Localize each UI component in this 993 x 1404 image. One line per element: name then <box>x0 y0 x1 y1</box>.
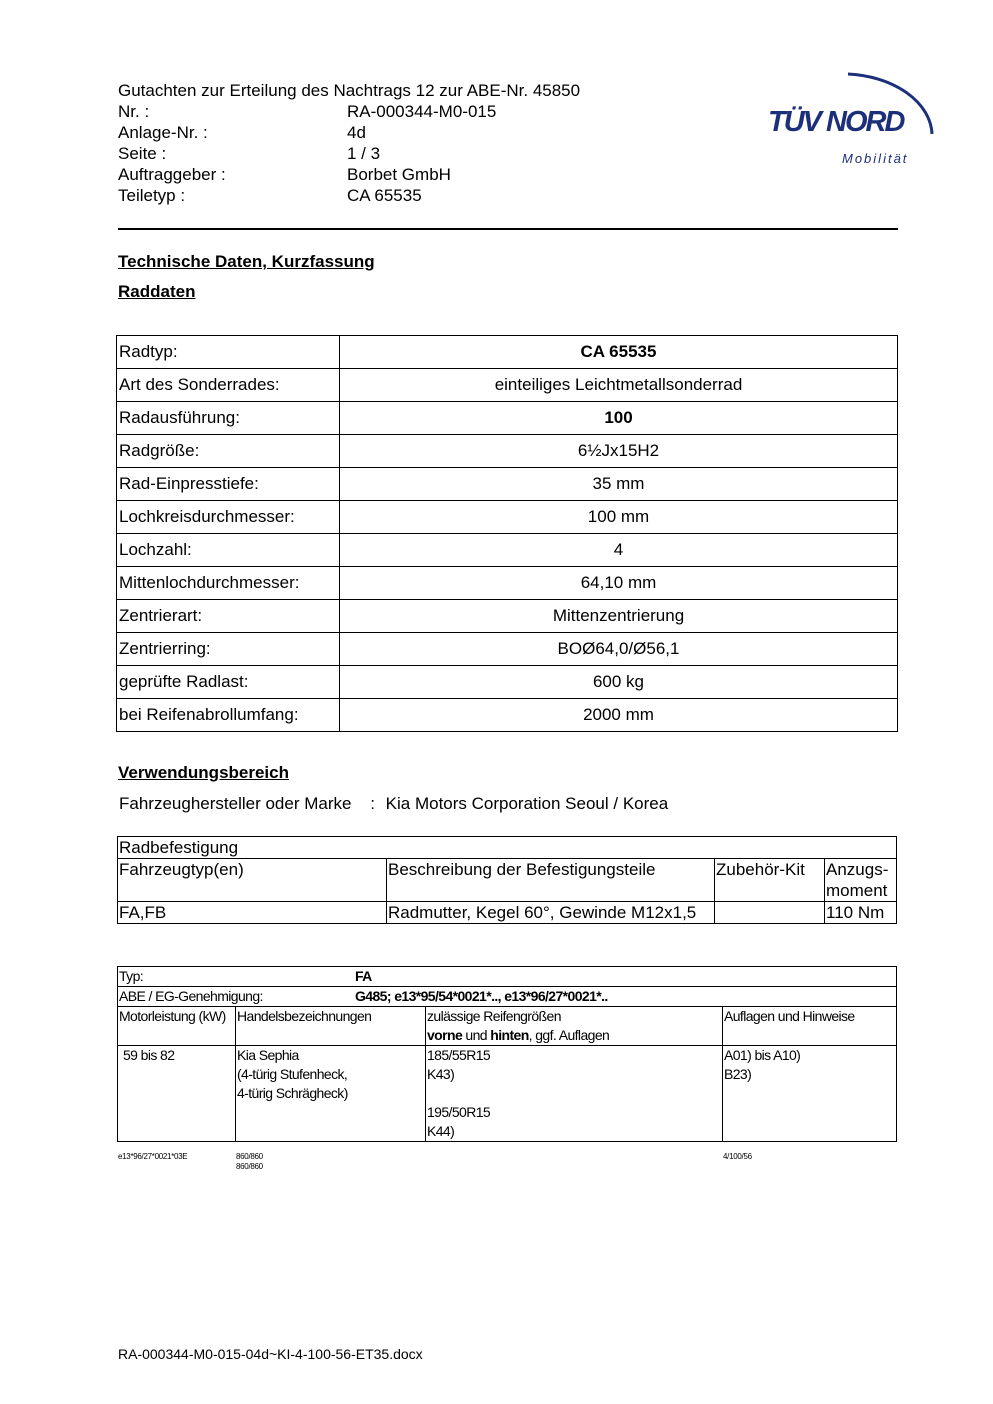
table-row <box>117 699 898 732</box>
hersteller-line <box>119 794 668 814</box>
small-ref-col4: 4/100/56 <box>723 1152 752 1161</box>
column-header: Fahrzeugtyp(en) <box>118 859 387 902</box>
tuv-nord-logo <box>760 56 940 171</box>
document-title: Gutachten zur Erteilung des Nachtrags 12 zur ABE-Nr. 45850 <box>118 81 581 100</box>
table-cell: Radmutter, Kegel 60°, Gewinde M12x1,5 <box>387 902 715 924</box>
table-row <box>118 1046 897 1142</box>
hersteller-value: Kia Motors Corporation Seoul / Korea <box>385 794 669 813</box>
raddaten-label: geprüfte Radlast: <box>117 666 340 699</box>
table-row <box>117 336 898 369</box>
table-row <box>118 987 897 1007</box>
table-cell <box>715 902 825 924</box>
column-header: Anzugs-moment <box>825 859 897 902</box>
raddaten-label: Radausführung: <box>117 402 340 435</box>
column-header: Auflagen und Hinweise <box>723 1007 897 1046</box>
section-heading-technische-daten: Technische Daten, Kurzfassung <box>118 252 375 271</box>
table-row <box>117 534 898 567</box>
table-row <box>118 1007 897 1046</box>
typ-row <box>118 967 897 987</box>
raddaten-value: 64,10 mm <box>340 567 898 600</box>
raddaten-label: Zentrierart: <box>117 600 340 633</box>
raddaten-value: 4 <box>340 534 898 567</box>
raddaten-label: Radgröße: <box>117 435 340 468</box>
abe-label: ABE / EG-Genehmigung: <box>119 988 263 1004</box>
section-heading-verwendungsbereich: Verwendungsbereich <box>118 763 289 782</box>
raddaten-value: 2000 mm <box>340 699 898 732</box>
table-cell-reifen: 185/55R15 K43) 195/50R15 K44) <box>426 1046 723 1142</box>
section-heading-raddaten: Raddaten <box>118 282 196 301</box>
column-header: Beschreibung der Befestigungsteile <box>387 859 715 902</box>
raddaten-label: Art des Sonderrades: <box>117 369 340 402</box>
abe-value: G485; e13*95/54*0021*.., e13*96/27*0021*.. <box>355 988 608 1004</box>
table-cell-motor: 59 bis 82 <box>118 1046 236 1142</box>
table-cell-auflagen: A01) bis A10) B23) <box>723 1046 897 1142</box>
raddaten-value: 100 mm <box>340 501 898 534</box>
typ-value: FA <box>355 968 372 984</box>
column-header: Motorleistung (kW) <box>118 1007 236 1046</box>
table-row <box>118 902 897 924</box>
footer-filename: RA-000344-M0-015-04d~KI-4-100-56-ET35.docx <box>118 1346 423 1362</box>
document-header <box>118 80 580 206</box>
table-row <box>118 967 897 987</box>
table-row <box>117 501 898 534</box>
logo-wordmark: TÜV NORD <box>768 106 904 138</box>
column-header: zulässige Reifengrößen vorne und hinten, ggf. Auflagen <box>426 1007 723 1046</box>
raddaten-value: 35 mm <box>340 468 898 501</box>
typ-label: Typ: <box>119 968 144 984</box>
table-row <box>117 633 898 666</box>
logo-subtitle: Mobilität <box>842 151 909 166</box>
raddaten-table <box>116 335 898 732</box>
raddaten-value: 6½Jx15H2 <box>340 435 898 468</box>
table-row <box>117 600 898 633</box>
header-field-nr: Nr. : RA-000344-M0-015 <box>118 102 497 121</box>
table-row <box>117 567 898 600</box>
small-ref-col2a: 860/860 <box>236 1152 263 1161</box>
raddaten-label: Mittenlochdurchmesser: <box>117 567 340 600</box>
header-field-teiletyp: Teiletyp : CA 65535 <box>118 186 422 205</box>
table-cell: FA,FB <box>118 902 387 924</box>
raddaten-value: einteiliges Leichtmetallsonderrad <box>340 369 898 402</box>
table-cell-handel: Kia Sephia (4-türig Stufenheck, 4-türig Schrägheck) <box>236 1046 426 1142</box>
raddaten-label: Zentrierring: <box>117 633 340 666</box>
typ-table <box>117 966 897 1142</box>
table-cell: 110 Nm <box>825 902 897 924</box>
table-row <box>118 837 897 859</box>
raddaten-value: 600 kg <box>340 666 898 699</box>
header-field-auftraggeber: Auftraggeber : Borbet GmbH <box>118 165 451 184</box>
radbefestigung-title: Radbefestigung <box>118 837 897 859</box>
abe-row <box>118 987 897 1007</box>
header-field-seite: Seite : 1 / 3 <box>118 144 381 163</box>
raddaten-label: Lochzahl: <box>117 534 340 567</box>
raddaten-value: CA 65535 <box>340 336 898 369</box>
raddaten-label: bei Reifenabrollumfang: <box>117 699 340 732</box>
raddaten-label: Radtyp: <box>117 336 340 369</box>
table-row <box>117 402 898 435</box>
header-divider <box>118 228 898 230</box>
column-header: Handelsbezeichnungen <box>236 1007 426 1046</box>
table-row <box>117 468 898 501</box>
radbefestigung-table <box>117 836 897 924</box>
hersteller-label: Fahrzeughersteller oder Marke <box>119 794 352 813</box>
raddaten-label: Lochkreisdurchmesser: <box>117 501 340 534</box>
table-row <box>117 435 898 468</box>
small-ref-col2b: 860/860 <box>236 1162 263 1171</box>
raddaten-value: Mittenzentrierung <box>340 600 898 633</box>
table-row <box>117 369 898 402</box>
raddaten-value: 100 <box>340 402 898 435</box>
column-header: Zubehör-Kit <box>715 859 825 902</box>
raddaten-label: Rad-Einpresstiefe: <box>117 468 340 501</box>
hersteller-separator: : <box>370 794 375 813</box>
header-field-anlage: Anlage-Nr. : 4d <box>118 123 366 142</box>
table-row <box>117 666 898 699</box>
small-ref-col1: e13*96/27*0021*03E <box>118 1152 188 1161</box>
raddaten-value: BOØ64,0/Ø56,1 <box>340 633 898 666</box>
table-row <box>118 859 897 902</box>
